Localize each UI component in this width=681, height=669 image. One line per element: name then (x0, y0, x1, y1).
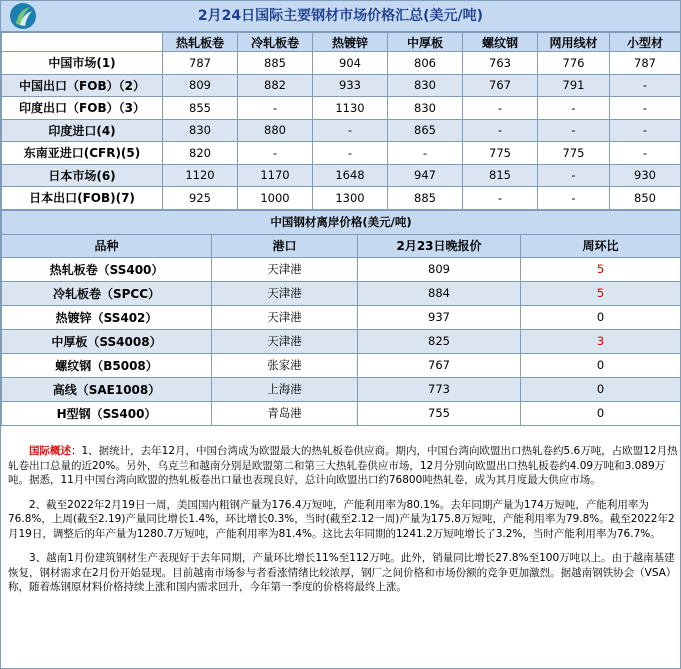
table-header-row (2, 33, 681, 52)
table-row (2, 142, 681, 165)
price-cell: - (610, 142, 681, 165)
price-cell: 884 (358, 281, 521, 305)
price-cell: 933 (313, 74, 388, 97)
price-cell: 1130 (313, 97, 388, 120)
corner-cell (2, 33, 163, 52)
section-title: 中国钢材离岸价格(美元/吨) (2, 210, 681, 234)
price-cell: 1170 (238, 164, 313, 187)
price-cell: 830 (388, 74, 463, 97)
price-cell: - (463, 97, 538, 120)
price-cell: 787 (163, 52, 238, 75)
column-header: 中厚板 (388, 33, 463, 52)
column-header: 网用线材 (538, 33, 610, 52)
price-cell: 880 (238, 119, 313, 142)
price-cell: 809 (358, 257, 521, 281)
port-cell: 青岛港 (212, 401, 358, 425)
price-cell: 830 (388, 97, 463, 120)
port-cell: 张家港 (212, 353, 358, 377)
commentary-paragraph: 3、越南1月份建筑钢材生产表现好于去年同期，产量环比增长11%至112万吨。此外，销量同比增长27.8%至100万吨以上。由于越南基建恢复，钢材需求在2月份开始显现。目前越南市场参与者看涨情绪比较浓厚，钢厂之间价格和市场份额的竞争更加激烈。据越南钢铁协会（VSA）称，随着炼钢原材料价格持续上涨和国内需求回升，今年第一季度的价格将最终上涨。 (8, 552, 677, 593)
column-header: 小型材 (610, 33, 681, 52)
product-name: 冷轧板卷（SPCC） (2, 281, 212, 305)
price-cell: - (610, 74, 681, 97)
price-cell: 773 (358, 377, 521, 401)
weekly-change: 0 (521, 305, 681, 329)
table-row (2, 187, 681, 210)
price-cell: 809 (163, 74, 238, 97)
price-cell: - (238, 97, 313, 120)
price-cell: 776 (538, 52, 610, 75)
commentary-paragraph (8, 444, 678, 488)
weekly-change: 0 (521, 353, 681, 377)
price-cell: - (313, 119, 388, 142)
product-name: 热轧板卷（SS400） (2, 257, 212, 281)
table-header-row (2, 234, 681, 257)
price-cell: 775 (463, 142, 538, 165)
price-cell: 1120 (163, 164, 238, 187)
table-row (2, 329, 681, 353)
price-cell: 1300 (313, 187, 388, 210)
table-row (2, 377, 681, 401)
table-row (2, 257, 681, 281)
row-label: 日本市场(6) (2, 164, 163, 187)
price-cell: - (463, 187, 538, 210)
table-row (2, 164, 681, 187)
price-cell: 806 (388, 52, 463, 75)
row-label: 东南亚进口(CFR)(5) (2, 142, 163, 165)
price-cell: 885 (238, 52, 313, 75)
market-commentary (8, 444, 678, 605)
price-cell: 925 (163, 187, 238, 210)
weekly-change: 0 (521, 401, 681, 425)
price-cell: - (610, 119, 681, 142)
port-cell: 天津港 (212, 257, 358, 281)
price-cell: - (538, 119, 610, 142)
international-price-table (1, 32, 681, 210)
weekly-change: 0 (521, 377, 681, 401)
commentary-paragraph: 2、截至2022年2月19日一周，美国国内粗钢产量为176.4万短吨，产能利用率为80.1%。去年同期产量为174万短吨，产能利用率为76.8%，上周(截至2.19)产量同比增长1.4%，环比增长0.3%，当时(截至2.12一周)产量为175.8万短吨，产能利用率为79.8%。截至2022年2月19日，调整后的年产量为1280.7万短吨，产能利用率为81.4%。这比去年同期的1241.2万短吨增长了3.2%，当时产能利用率为76.7%。 (8, 498, 675, 540)
price-cell: 855 (163, 97, 238, 120)
price-cell: 755 (358, 401, 521, 425)
price-cell: - (388, 142, 463, 165)
price-cell: 865 (388, 119, 463, 142)
row-label: 印度出口（FOB）（3） (2, 97, 163, 120)
price-cell: 937 (358, 305, 521, 329)
row-label: 中国市场(1) (2, 52, 163, 75)
price-cell: 820 (163, 142, 238, 165)
table-row (2, 353, 681, 377)
price-cell: 763 (463, 52, 538, 75)
price-cell: - (313, 142, 388, 165)
product-name: 热镀锌（SS402） (2, 305, 212, 329)
price-cell: 947 (388, 164, 463, 187)
table-row (2, 74, 681, 97)
price-cell: 830 (163, 119, 238, 142)
table-row (2, 97, 681, 120)
port-cell: 上海港 (212, 377, 358, 401)
commentary-text: ：1、据统计，去年12月，中国台湾成为欧盟最大的热轧板卷供应商。期内，中国台湾向欧盟出口热轧卷约5.6万吨，占欧盟12月热轧卷出口总量的近20%。另外，乌克兰和越南分别是欧盟第二和第三大热轧卷供应市场，12月分别向欧盟出口热轧板卷约4.09万吨和3.089万吨。据悉，11月中国台湾向欧盟的热轧板卷出口量也表现良好，总计向欧盟出口约76800吨热轧卷，成为其月度最大供应市场。 (8, 445, 678, 486)
weekly-change: 5 (521, 281, 681, 305)
product-name: 高线（SAE1008） (2, 377, 212, 401)
column-header: 周环比 (521, 234, 681, 257)
price-cell: 767 (463, 74, 538, 97)
row-label: 印度进口(4) (2, 119, 163, 142)
column-header: 2月23日晚报价 (358, 234, 521, 257)
product-name: 螺纹钢（B5008） (2, 353, 212, 377)
port-cell: 天津港 (212, 305, 358, 329)
weekly-change: 5 (521, 257, 681, 281)
price-cell: - (238, 142, 313, 165)
column-header: 品种 (2, 234, 212, 257)
port-cell: 天津港 (212, 329, 358, 353)
price-cell: 787 (610, 52, 681, 75)
table-row (2, 119, 681, 142)
price-cell: - (538, 187, 610, 210)
price-cell: 1000 (238, 187, 313, 210)
column-header: 热镀锌 (313, 33, 388, 52)
price-cell: - (538, 164, 610, 187)
column-header: 螺纹钢 (463, 33, 538, 52)
price-cell: 885 (388, 187, 463, 210)
price-cell: 775 (538, 142, 610, 165)
product-name: H型钢（SS400） (2, 401, 212, 425)
price-cell: 882 (238, 74, 313, 97)
table-row (2, 401, 681, 425)
row-label: 中国出口（FOB）（2） (2, 74, 163, 97)
domestic-fob-price-table (1, 210, 681, 426)
port-cell: 天津港 (212, 281, 358, 305)
price-cell: 850 (610, 187, 681, 210)
column-header: 港口 (212, 234, 358, 257)
title-bar (1, 1, 680, 32)
table-row (2, 52, 681, 75)
price-cell: 815 (463, 164, 538, 187)
price-cell: 1648 (313, 164, 388, 187)
row-label: 日本出口(FOB)(7) (2, 187, 163, 210)
page-title: 2月24日国际主要钢材市场价格汇总(美元/吨) (197, 8, 484, 24)
price-cell: - (463, 119, 538, 142)
price-cell: 767 (358, 353, 521, 377)
column-header: 热轧板卷 (163, 33, 238, 52)
table-row (2, 281, 681, 305)
column-header: 冷轧板卷 (238, 33, 313, 52)
product-name: 中厚板（SS4008） (2, 329, 212, 353)
price-cell: 930 (610, 164, 681, 187)
price-cell: 825 (358, 329, 521, 353)
price-cell: 904 (313, 52, 388, 75)
table-row (2, 305, 681, 329)
price-cell: - (610, 97, 681, 120)
price-cell: 791 (538, 74, 610, 97)
price-cell: - (538, 97, 610, 120)
weekly-change: 3 (521, 329, 681, 353)
commentary-label: 国际概述 (29, 445, 71, 457)
